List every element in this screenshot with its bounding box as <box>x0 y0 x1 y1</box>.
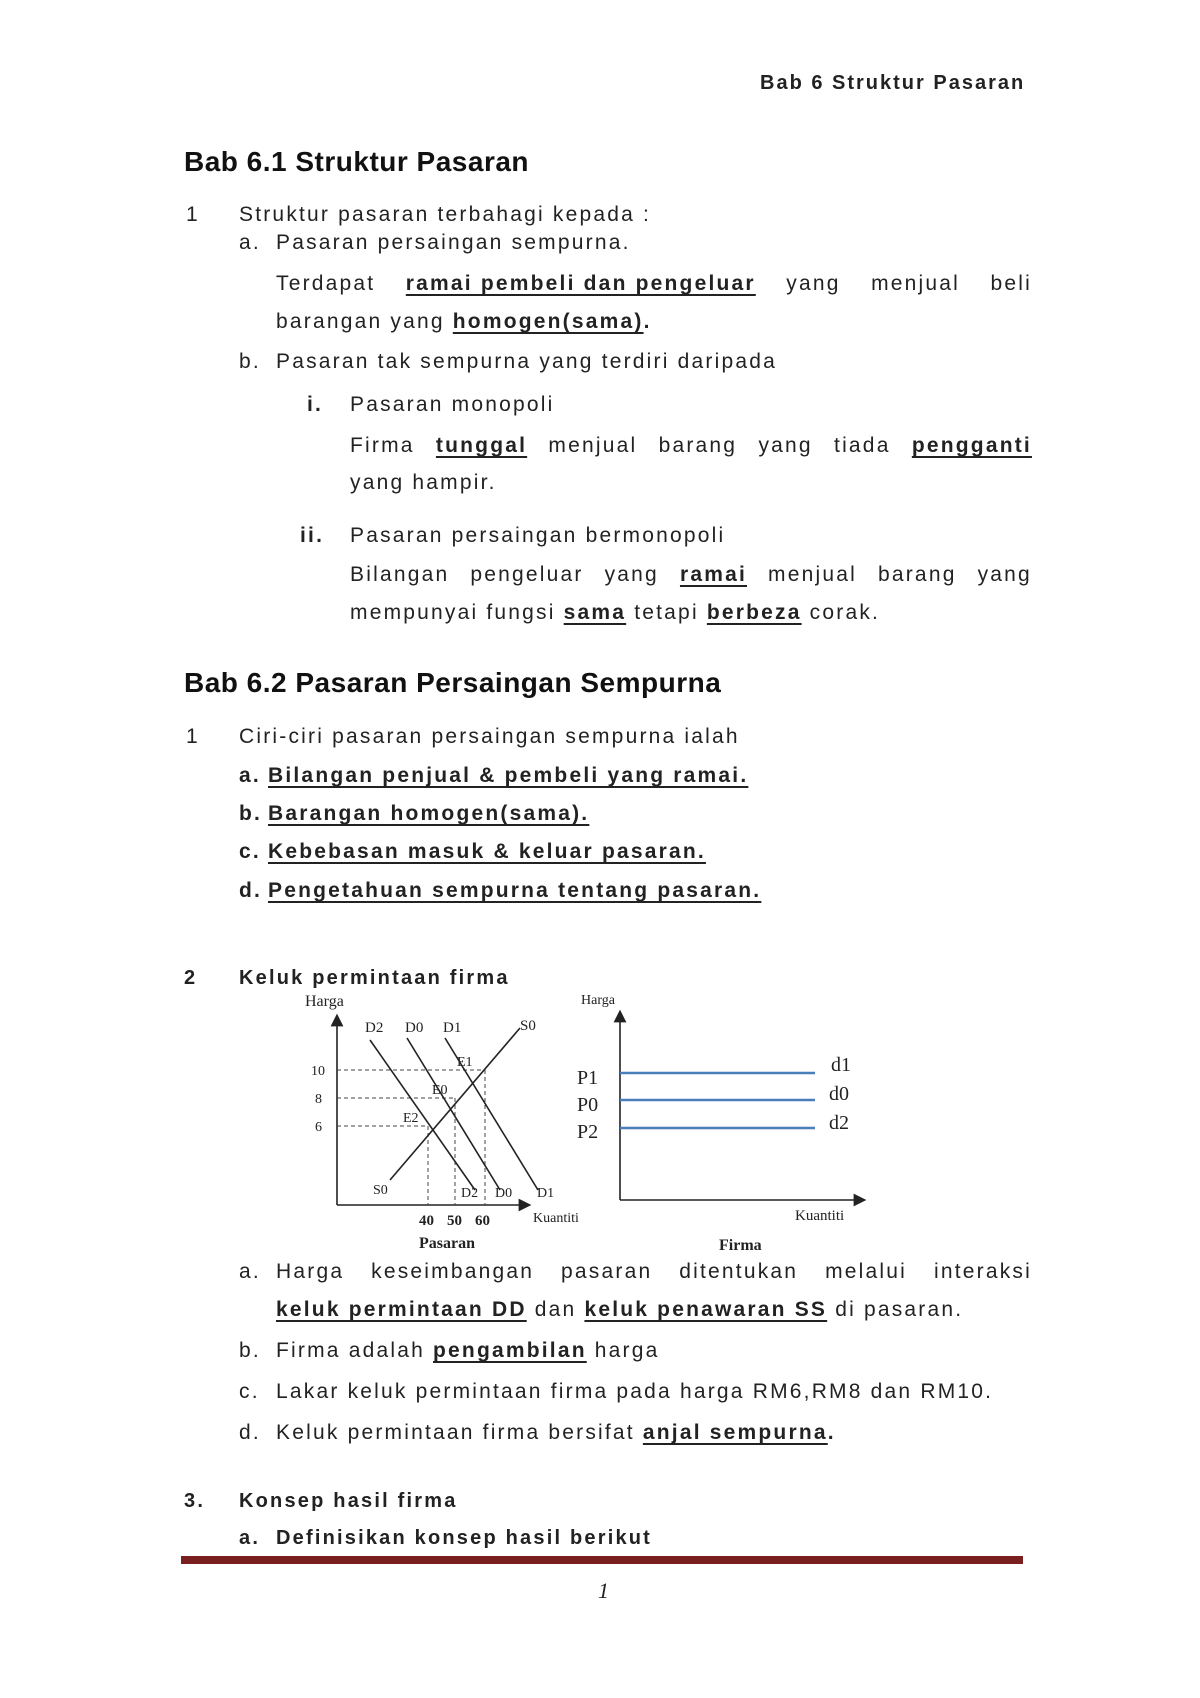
firm-chart <box>577 993 860 1250</box>
note-b <box>276 1339 660 1363</box>
text: beli <box>990 272 1032 295</box>
keyword: tunggal <box>435 434 528 457</box>
note-a-line2 <box>276 1298 963 1322</box>
curve-end-label: D1 <box>537 1186 555 1201</box>
list-label-ii: ii. <box>300 524 325 547</box>
text: menjual <box>768 563 857 586</box>
page-number: 1 <box>598 1578 609 1603</box>
feature-label: d. <box>239 879 263 902</box>
item-number: 2 <box>184 967 198 989</box>
price-label: P1 <box>577 1067 599 1089</box>
monopolistic-desc-line2 <box>350 601 880 625</box>
text: menjual <box>871 272 961 295</box>
demand-supply-diagram <box>295 990 875 1250</box>
text: melalui <box>825 1260 908 1283</box>
chart-title: Firma <box>719 1237 762 1250</box>
note-label-a: a. <box>239 1260 261 1283</box>
note-label-b: b. <box>239 1339 261 1362</box>
x-tick: 60 <box>475 1213 490 1229</box>
note-label-c: c. <box>239 1380 260 1403</box>
curve-end-label: D0 <box>495 1186 513 1201</box>
feature-item: Bilangan penjual & pembeli yang ramai. <box>268 764 749 787</box>
note-c: Lakar keluk permintaan firma pada harga RM6,RM8 dan RM10. <box>276 1380 994 1403</box>
text: barang <box>658 434 738 457</box>
text: harga <box>594 1339 660 1362</box>
curve-end-label: D2 <box>461 1186 479 1201</box>
chart-title: Pasaran <box>419 1235 475 1250</box>
keyword: keluk penawaran SS <box>584 1298 828 1321</box>
text: yang <box>977 563 1032 586</box>
text: interaksi <box>933 1260 1032 1283</box>
feature-label: b. <box>239 802 263 825</box>
curve-label: D2 <box>365 1020 384 1036</box>
y-axis-label: Harga <box>581 993 615 1008</box>
text: keseimbangan <box>371 1260 535 1283</box>
curve-label: d2 <box>829 1112 849 1134</box>
keyword: keluk permintaan DD <box>276 1298 527 1321</box>
y-tick: 8 <box>315 1092 322 1107</box>
text: barangan yang <box>276 310 445 333</box>
item-number: 3. <box>184 1490 206 1512</box>
keyword: pengambilan <box>433 1339 587 1362</box>
monopoly-desc-line2: yang hampir. <box>350 471 497 494</box>
feature-item: Pengetahuan sempurna tentang pasaran. <box>268 879 762 902</box>
text: yang <box>786 272 841 295</box>
text: . <box>827 1421 836 1444</box>
y-axis-label: Harga <box>305 993 344 1010</box>
sub-label-a: a. <box>239 1527 261 1549</box>
keyword: pengganti <box>911 434 1032 457</box>
y-tick: 6 <box>315 1120 322 1135</box>
x-tick: 40 <box>419 1213 434 1229</box>
text: Bilangan <box>350 563 450 586</box>
characteristics-intro: Ciri-ciri pasaran persaingan sempurna ialah <box>239 725 740 748</box>
market-structure-intro: Struktur pasaran terbahagi kepada : <box>239 203 652 226</box>
list-label-i: i. <box>307 393 324 416</box>
text: ditentukan <box>679 1260 799 1283</box>
price-label: P2 <box>577 1121 599 1143</box>
running-header: Bab 6 Struktur Pasaran <box>760 72 1026 94</box>
curve-label: S0 <box>520 1018 536 1034</box>
text: yang <box>604 563 659 586</box>
text: Harga <box>276 1260 345 1283</box>
text: menjual <box>548 434 638 457</box>
text: . <box>643 310 652 333</box>
keyword: berbeza <box>706 601 802 624</box>
footer-rule <box>181 1556 1023 1564</box>
x-axis-label: Kuantiti <box>795 1208 845 1224</box>
equilibrium-label: E0 <box>432 1083 448 1098</box>
perfect-competition-desc-line2 <box>276 310 652 334</box>
feature-item: Kebebasan masuk & keluar pasaran. <box>268 840 706 863</box>
x-axis-label: Kuantiti <box>533 1211 579 1226</box>
imperfect-competition-item: Pasaran tak sempurna yang terdiri daripada <box>276 350 777 373</box>
keyword: anjal sempurna <box>642 1421 828 1444</box>
firm-demand-heading: Keluk permintaan firma <box>239 967 510 989</box>
text: Terdapat <box>276 272 376 295</box>
revenue-concept-heading: Konsep hasil firma <box>239 1490 458 1512</box>
equilibrium-label: E1 <box>457 1055 473 1070</box>
section-6-1-title: Bab 6.1 Struktur Pasaran <box>184 146 530 177</box>
curve-label: D0 <box>405 1020 424 1036</box>
feature-label: c. <box>239 840 261 863</box>
monopolistic-desc-line1 <box>350 563 1032 587</box>
note-a-line1 <box>276 1260 1032 1284</box>
text: tetapi <box>634 601 699 624</box>
price-label: P0 <box>577 1094 599 1116</box>
text: tiada <box>834 434 891 457</box>
text: mempunyai fungsi <box>350 601 556 624</box>
text: barang <box>877 563 957 586</box>
text: corak. <box>809 601 881 624</box>
item-number: 1 <box>186 203 200 226</box>
text: Keluk permintaan firma bersifat <box>276 1421 635 1444</box>
keyword: ramai <box>679 563 747 586</box>
keyword: ramai pembeli dan pengeluar <box>405 272 756 295</box>
list-label-b: b. <box>239 350 261 373</box>
text: di pasaran. <box>835 1298 964 1321</box>
revenue-definition-prompt: Definisikan konsep hasil berikut <box>276 1527 653 1549</box>
list-label-a: a. <box>239 231 261 254</box>
item-number: 1 <box>186 725 200 748</box>
feature-label: a. <box>239 764 261 787</box>
curve-label: D1 <box>443 1020 462 1036</box>
keyword: homogen(sama) <box>452 310 644 333</box>
text: Firma <box>350 434 415 457</box>
x-tick: 50 <box>447 1213 462 1229</box>
section-6-2-title: Bab 6.2 Pasaran Persaingan Sempurna <box>184 667 722 698</box>
perfect-competition-desc-line1 <box>276 272 1032 296</box>
note-label-d: d. <box>239 1421 261 1444</box>
y-tick: 10 <box>311 1064 325 1079</box>
text: pasaran <box>561 1260 653 1283</box>
feature-item: Barangan homogen(sama). <box>268 802 590 825</box>
text: yang <box>758 434 813 457</box>
curve-end-label: S0 <box>373 1183 388 1198</box>
equilibrium-label: E2 <box>403 1111 419 1126</box>
text: dan <box>534 1298 577 1321</box>
perfect-competition-item: Pasaran persaingan sempurna. <box>276 231 631 254</box>
monopoly-item: Pasaran monopoli <box>350 393 555 416</box>
note-d <box>276 1421 836 1445</box>
curve-label: d0 <box>829 1083 849 1105</box>
monopoly-desc-line1 <box>350 434 1032 458</box>
monopolistic-competition-item: Pasaran persaingan bermonopoli <box>350 524 726 547</box>
market-chart <box>305 993 579 1250</box>
text: pengeluar <box>470 563 584 586</box>
curve-label: d1 <box>831 1054 851 1076</box>
keyword: sama <box>563 601 627 624</box>
text: Firma adalah <box>276 1339 425 1362</box>
